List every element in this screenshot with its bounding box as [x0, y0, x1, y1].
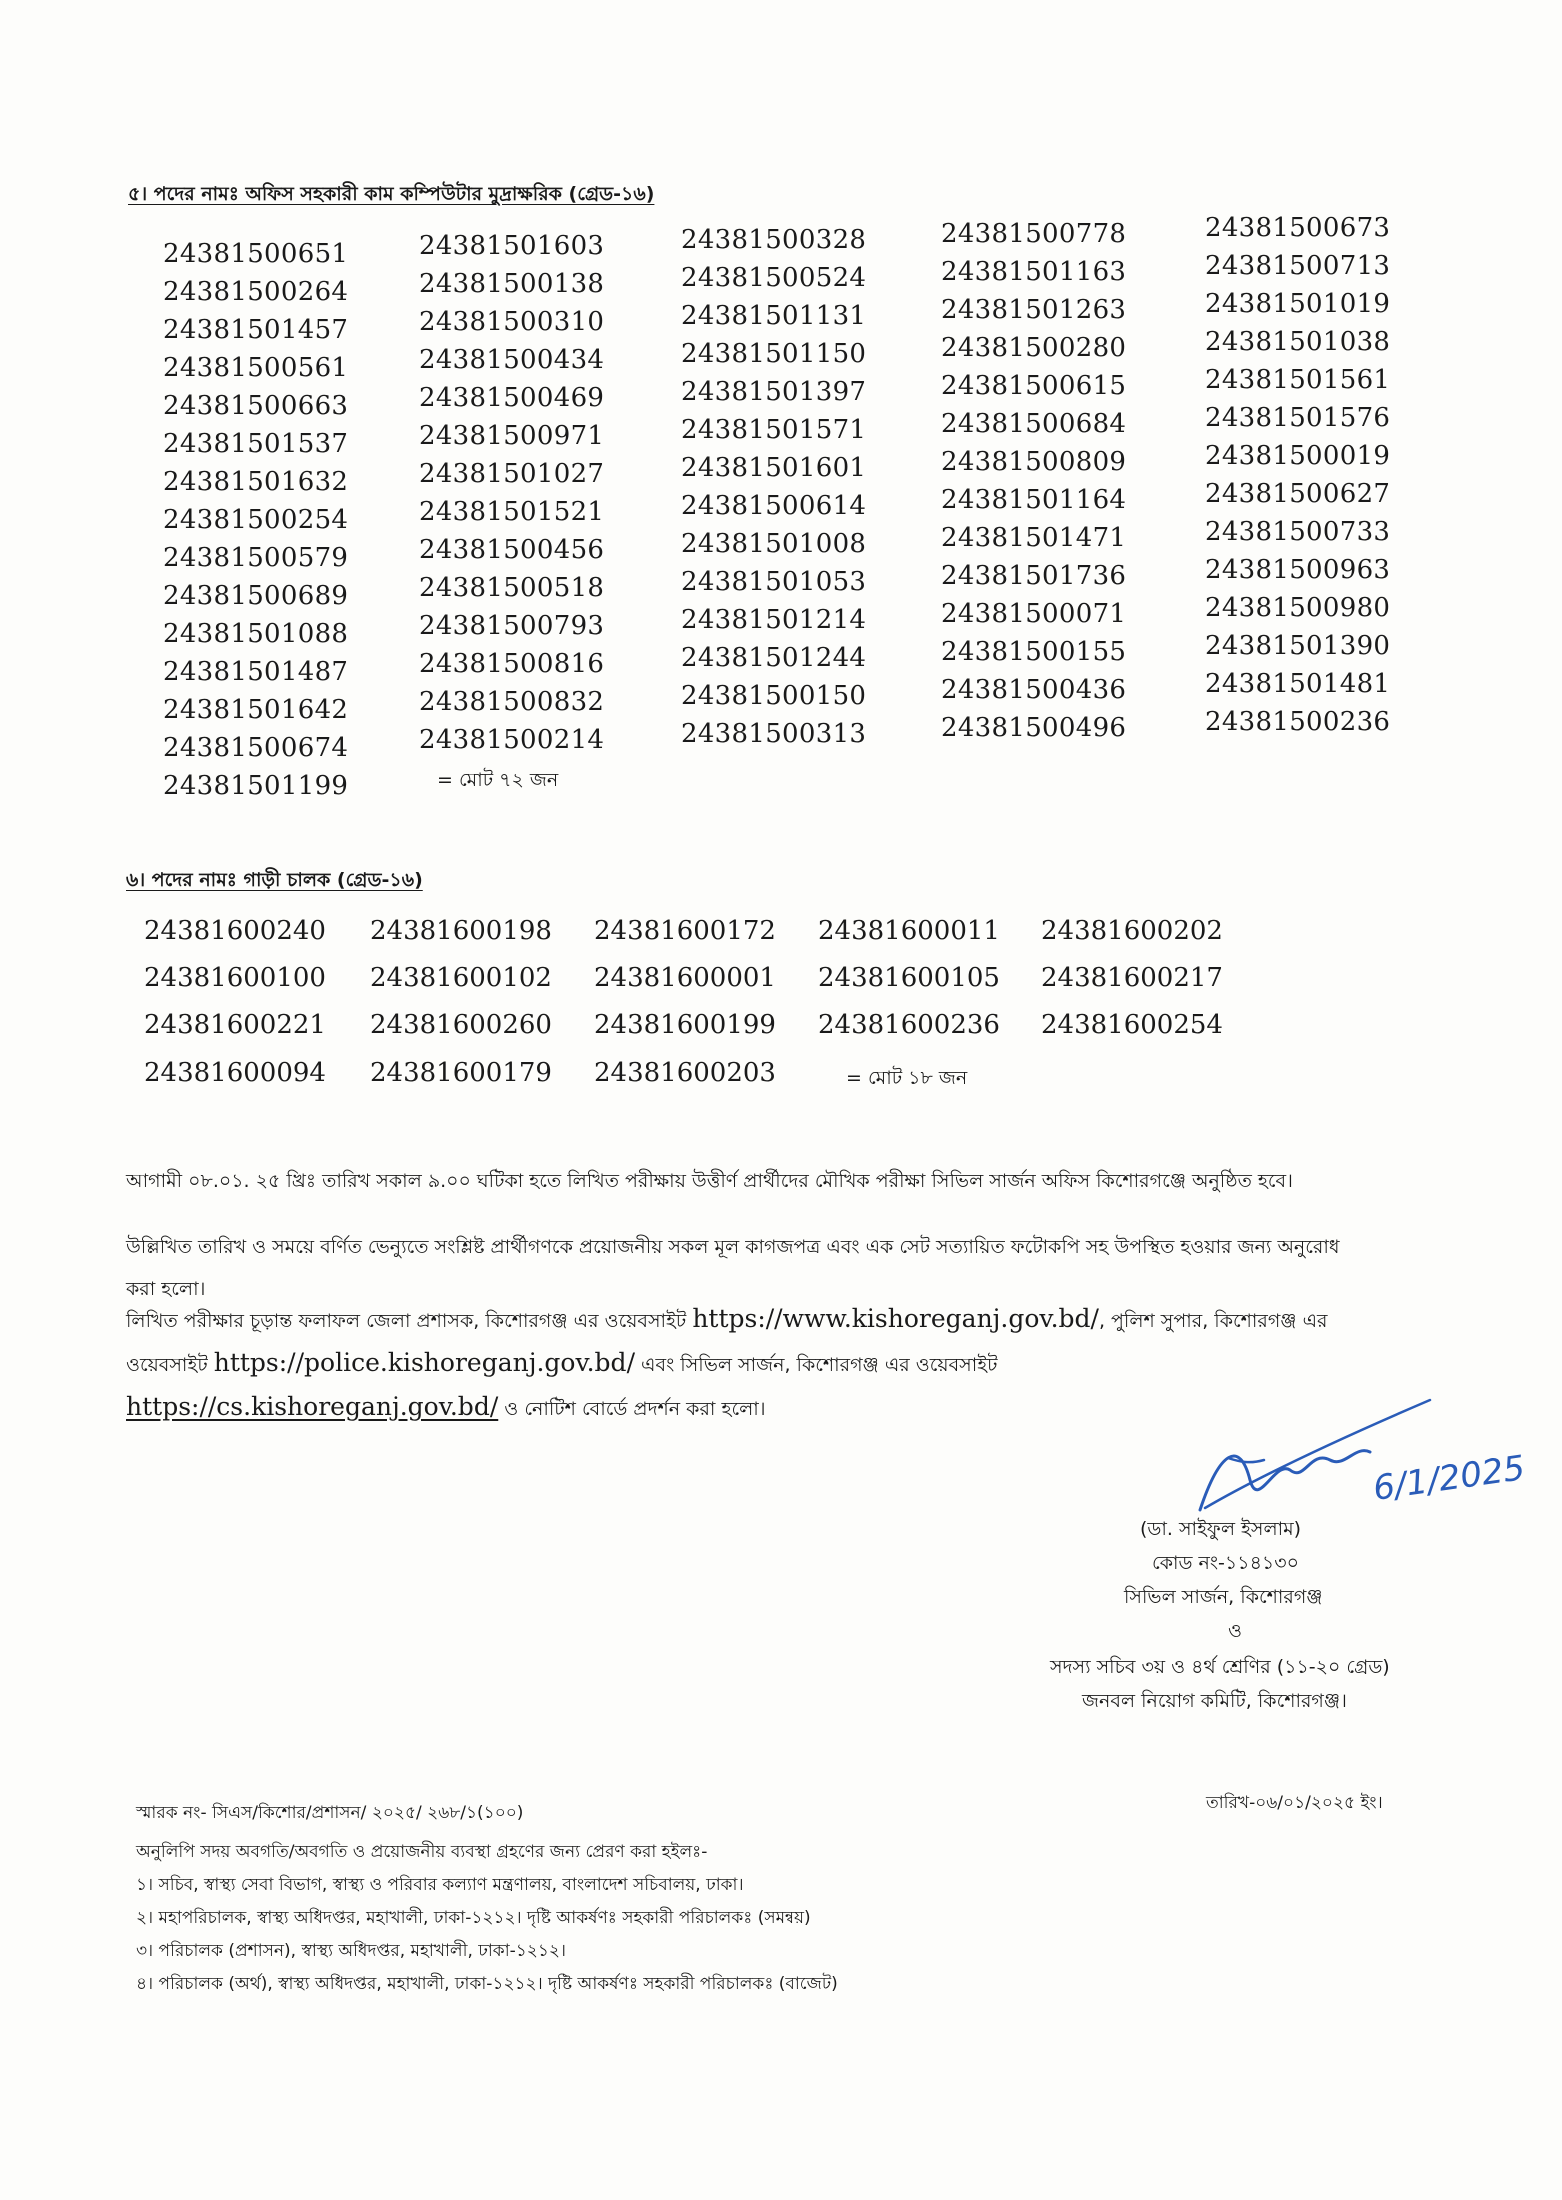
- attendance-notice-line1: উল্লিখিত তারিখ ও সময়ে বর্ণিত ভেন্যুতে সংশ্লিষ্ট প্রার্থীগণকে প্রয়োজনীয় সকল মূল কাগজপত্র এবং এক সেট সত্যায়িত ফটোকপি সহ উপস্থিত হওয়ার জন্য অনুরোধ: [126, 1236, 1340, 1258]
- roll-number: 24381501150: [681, 339, 867, 369]
- roll-number: 24381500436: [941, 675, 1127, 705]
- roll-number: 24381600172: [594, 916, 776, 946]
- copy-item: ২। মহাপরিচালক, স্বাস্থ্য অধিদপ্তর, মহাখালী, ঢাকা-১২১২। দৃষ্টি আকর্ষণঃ সহকারী পরিচালকঃ (সমন্বয়): [136, 1908, 811, 1928]
- roll-number: 24381500615: [941, 371, 1127, 401]
- roll-number: 24381501038: [1205, 327, 1391, 357]
- roll-number: 24381500713: [1205, 251, 1391, 281]
- interview-notice: আগামী ০৮.০১. ২৫ খ্রিঃ তারিখ সকাল ৯.০০ ঘটিকা হতে লিখিত পরীক্ষায় উত্তীর্ণ প্রার্থীদের মৌখিক পরীক্ষা সিভিল সার্জন অফিস কিশোরগঞ্জে অনুষ্ঠিত হবে।: [126, 1170, 1293, 1192]
- roll-number: 24381500980: [1205, 593, 1391, 623]
- roll-number: 24381500579: [163, 543, 349, 573]
- signature-date: 6/1/2025: [1370, 1448, 1528, 1509]
- roll-number: 24381501244: [681, 643, 867, 673]
- roll-number: 24381500214: [419, 725, 605, 755]
- roll-number: 24381500963: [1205, 555, 1391, 585]
- roll-number: 24381500313: [681, 719, 867, 749]
- roll-number: 24381501603: [419, 231, 605, 261]
- roll-number: 24381500456: [419, 535, 605, 565]
- result-notice-text: ওয়েবসাইট: [126, 1354, 214, 1376]
- roll-number: 24381501397: [681, 377, 867, 407]
- roll-number: 24381500971: [419, 421, 605, 451]
- roll-number: 24381500651: [163, 239, 349, 269]
- roll-number: 24381600179: [370, 1058, 552, 1088]
- roll-number: 24381500627: [1205, 479, 1391, 509]
- roll-number: 24381500674: [163, 733, 349, 763]
- attendance-notice-line2: করা হলো।: [126, 1278, 206, 1300]
- roll-number: 24381500524: [681, 263, 867, 293]
- roll-number: 24381600199: [594, 1010, 776, 1040]
- section5-total: = মোট ৭২ জন: [437, 769, 559, 791]
- roll-number: 24381500071: [941, 599, 1127, 629]
- roll-number: 24381500138: [419, 269, 605, 299]
- roll-number: 24381501632: [163, 467, 349, 497]
- roll-number: 24381500155: [941, 637, 1127, 667]
- section6-title: ৬। পদের নামঃ গাড়ী চালক (গ্রেড-১৬): [126, 869, 423, 891]
- roll-number: 24381500832: [419, 687, 605, 717]
- dc-website-link[interactable]: https://www.kishoreganj.gov.bd/: [692, 1304, 1099, 1333]
- roll-number: 24381501214: [681, 605, 867, 635]
- roll-number: 24381600198: [370, 916, 552, 946]
- roll-number: 24381600236: [818, 1010, 1000, 1040]
- roll-number: 24381501053: [681, 567, 867, 597]
- roll-number: 24381501561: [1205, 365, 1391, 395]
- roll-number: 24381500518: [419, 573, 605, 603]
- result-notice-line1: [126, 1298, 1328, 1342]
- result-notice-text: , পুলিশ সুপার, কিশোরগঞ্জ এর: [1098, 1310, 1328, 1332]
- roll-number: 24381600217: [1041, 963, 1223, 993]
- roll-number: 24381600094: [144, 1058, 326, 1088]
- roll-number: 24381501008: [681, 529, 867, 559]
- roll-number: 24381500150: [681, 681, 867, 711]
- roll-number: 24381501537: [163, 429, 349, 459]
- roll-number: 24381501131: [681, 301, 867, 331]
- handwritten-signature: [1180, 1390, 1528, 1530]
- result-notice-text: ও নোটিশ বোর্ডে প্রদর্শন করা হলো।: [498, 1398, 766, 1420]
- roll-number: 24381600254: [1041, 1010, 1223, 1040]
- roll-number: 24381501088: [163, 619, 349, 649]
- roll-number: 24381600240: [144, 916, 326, 946]
- roll-number: 24381500663: [163, 391, 349, 421]
- roll-number: 24381500733: [1205, 517, 1391, 547]
- copy-list: [136, 1836, 838, 2001]
- memo-date: তারিখ-০৬/০১/২০২৫ ইং।: [1206, 1793, 1383, 1813]
- roll-number: 24381500816: [419, 649, 605, 679]
- cs-website-link[interactable]: https://cs.kishoreganj.gov.bd/: [126, 1392, 499, 1421]
- result-notice-line3: [126, 1386, 1328, 1430]
- roll-number: 24381500793: [419, 611, 605, 641]
- roll-number: 24381500254: [163, 505, 349, 535]
- roll-number: 24381600203: [594, 1058, 776, 1088]
- section6-total: = মোট ১৮ জন: [846, 1067, 968, 1089]
- roll-number: 24381501601: [681, 453, 867, 483]
- roll-number: 24381501471: [941, 523, 1127, 553]
- roll-number: 24381600001: [594, 963, 776, 993]
- roll-number: 24381500328: [681, 225, 867, 255]
- roll-number: 24381600011: [818, 916, 1000, 946]
- roll-number: 24381600100: [144, 963, 326, 993]
- roll-number: 24381501163: [941, 257, 1127, 287]
- roll-number: 24381501390: [1205, 631, 1391, 661]
- roll-number: 24381500310: [419, 307, 605, 337]
- copy-item: ৪। পরিচালক (অর্থ), স্বাস্থ্য অধিদপ্তর, মহাখালী, ঢাকা-১২১২। দৃষ্টি আকর্ষণঃ সহকারী পরিচালকঃ (বাজেট): [136, 1974, 838, 1994]
- roll-number: 24381501521: [419, 497, 605, 527]
- memo-number: স্মারক নং- সিএস/কিশোর/প্রশাসন/ ২০২৫/ ২৬৮/১(১০০): [136, 1803, 524, 1823]
- roll-number: 24381500469: [419, 383, 605, 413]
- section5-column-3: [681, 221, 866, 753]
- roll-number: 24381501457: [163, 315, 349, 345]
- result-notice-line2: [126, 1342, 1328, 1386]
- copy-item: ১। সচিব, স্বাস্থ্য সেবা বিভাগ, স্বাস্থ্য ও পরিবার কল্যাণ মন্ত্রণালয়, বাংলাদেশ সচিবালয়, ঢাকা।: [136, 1875, 744, 1895]
- roll-number: 24381501576: [1205, 403, 1391, 433]
- copy-item: ৩। পরিচালক (প্রশাসন), স্বাস্থ্য অধিদপ্তর, মহাখালী, ঢাকা-১২১২।: [136, 1941, 567, 1961]
- roll-number: 24381600260: [370, 1010, 552, 1040]
- result-notice-text: লিখিত পরীক্ষার চূড়ান্ত ফলাফল জেলা প্রশাসক, কিশোরগঞ্জ এর ওয়েবসাইট: [126, 1310, 693, 1332]
- copy-intro: অনুলিপি সদয় অবগতি/অবগতি ও প্রয়োজনীয় ব্যবস্থা গ্রহণের জন্য প্রেরণ করা হইলঃ-: [136, 1842, 708, 1862]
- roll-number: 24381500434: [419, 345, 605, 375]
- roll-number: 24381500236: [1205, 707, 1391, 737]
- section5-column-1: [163, 235, 348, 805]
- roll-number: 24381501019: [1205, 289, 1391, 319]
- roll-number: 24381501736: [941, 561, 1127, 591]
- roll-number: 24381500280: [941, 333, 1127, 363]
- roll-number: 24381500778: [941, 219, 1127, 249]
- roll-number: 24381500673: [1205, 213, 1391, 243]
- roll-number: 24381500496: [941, 713, 1127, 743]
- roll-number: 24381501487: [163, 657, 349, 687]
- roll-number: 24381501571: [681, 415, 867, 445]
- signatory-member: সদস্য সচিব ৩য় ও ৪র্থ শ্রেণির (১১-২০ গ্রেড): [1050, 1656, 1390, 1678]
- police-website-link[interactable]: https://police.kishoreganj.gov.bd/: [213, 1348, 635, 1377]
- roll-number: 24381501199: [163, 771, 349, 801]
- roll-number: 24381501164: [941, 485, 1127, 515]
- roll-number: 24381500561: [163, 353, 349, 383]
- roll-number: 24381500689: [163, 581, 349, 611]
- signatory-designation: সিভিল সার্জন, কিশোরগঞ্জ: [1124, 1586, 1323, 1608]
- section5-column-4: [941, 215, 1126, 747]
- roll-number: 24381600102: [370, 963, 552, 993]
- roll-number: 24381600221: [144, 1010, 326, 1040]
- roll-number: 24381500684: [941, 409, 1127, 439]
- roll-number: 24381501027: [419, 459, 605, 489]
- roll-number: 24381600202: [1041, 916, 1223, 946]
- roll-number: 24381501263: [941, 295, 1127, 325]
- section5-title: ৫। পদের নামঃ অফিস সহকারী কাম কম্পিউটার মুদ্রাক্ষরিক (গ্রেড-১৬): [128, 183, 655, 205]
- result-notice: [126, 1298, 1328, 1430]
- roll-number: 24381500614: [681, 491, 867, 521]
- section5-column-5: [1205, 209, 1390, 741]
- signatory-code: কোড নং-১১৪১৩০: [1152, 1552, 1299, 1574]
- signatory-name: (ডা. সাইফুল ইসলাম): [1140, 1518, 1302, 1540]
- signatory-and: ও: [1228, 1620, 1242, 1642]
- roll-number: 24381500809: [941, 447, 1127, 477]
- roll-number: 24381500264: [163, 277, 349, 307]
- section5-column-2: [419, 227, 604, 759]
- roll-number: 24381600105: [818, 963, 1000, 993]
- roll-number: 24381501481: [1205, 669, 1391, 699]
- roll-number: 24381501642: [163, 695, 349, 725]
- signatory-committee: জনবল নিয়োগ কমিটি, কিশোরগঞ্জ।: [1082, 1690, 1347, 1712]
- roll-number: 24381500019: [1205, 441, 1391, 471]
- result-notice-text: এবং সিভিল সার্জন, কিশোরগঞ্জ এর ওয়েবসাইট: [635, 1354, 998, 1376]
